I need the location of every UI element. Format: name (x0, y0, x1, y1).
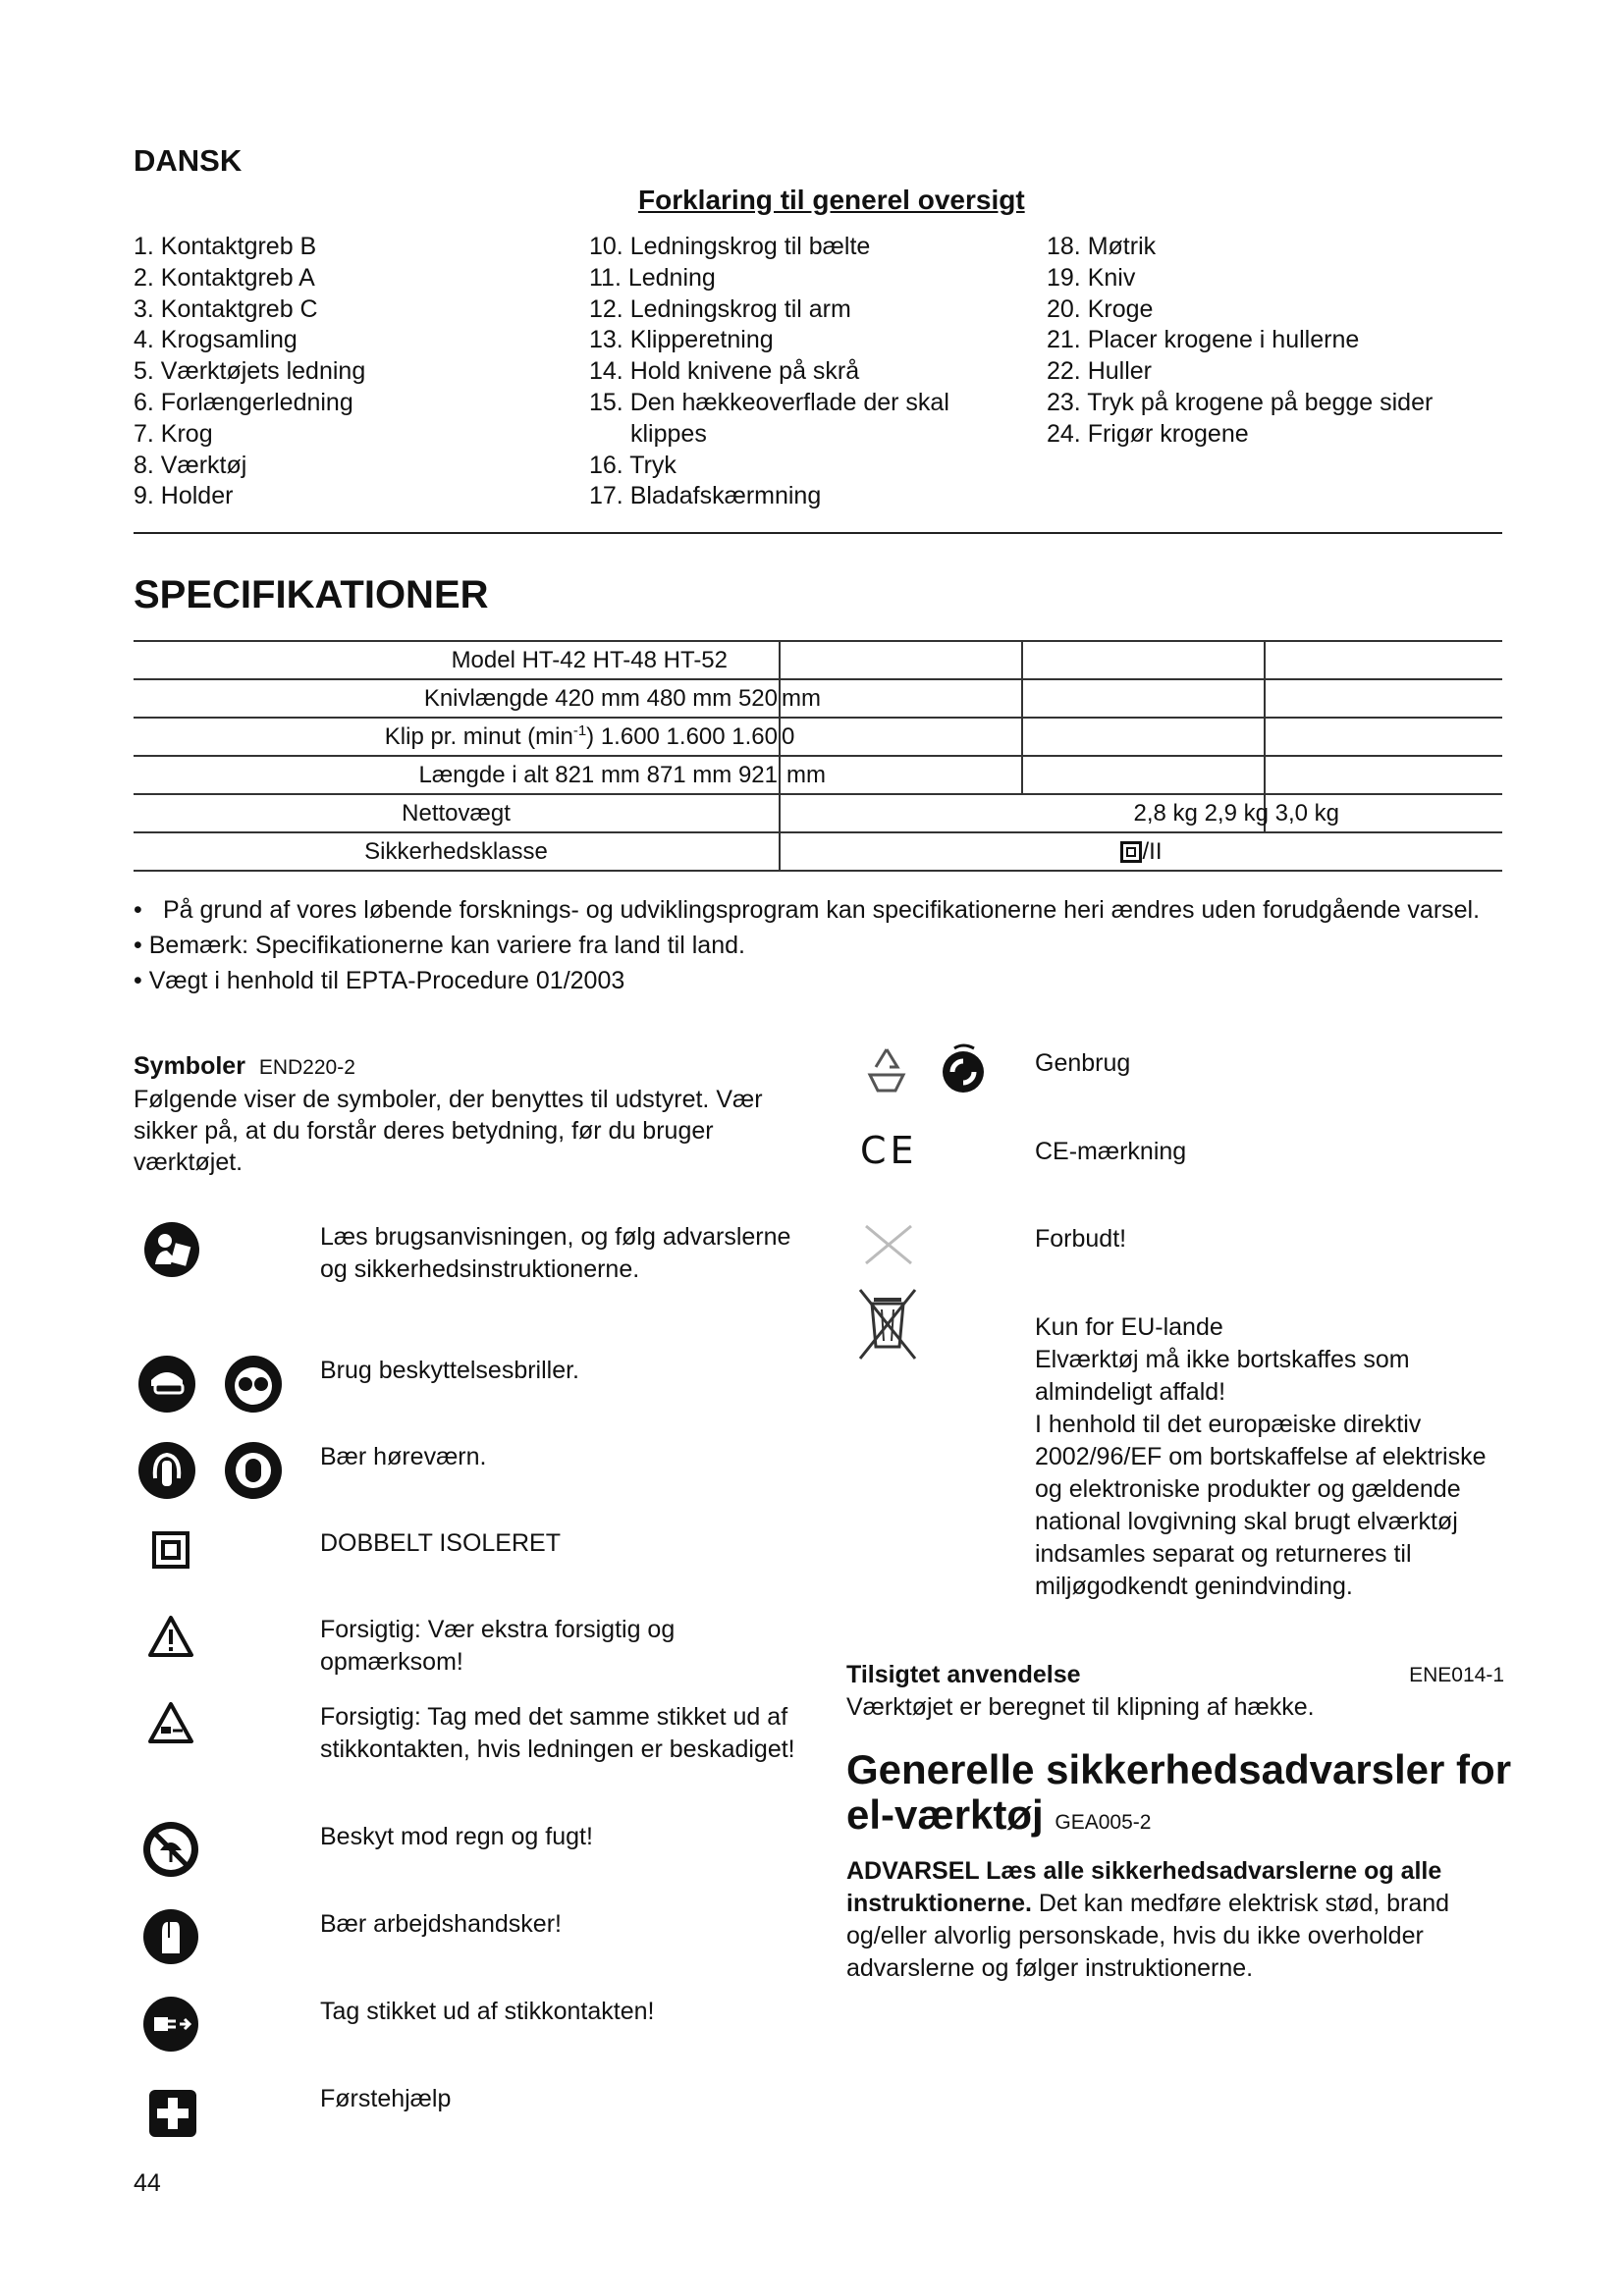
overview-col-1 (134, 232, 365, 512)
overview-item: 13. Klipperetning (589, 326, 774, 354)
note-item: • Bemærk: Specifikationerne kan variere fra land til land. (134, 932, 745, 959)
overview-item: 7. Krog (134, 419, 213, 448)
overview-item: 2. Kontaktgreb A (134, 263, 315, 292)
overview-col-2 (589, 232, 949, 512)
overview-item: 14. Hold knivene på skrå (589, 357, 860, 386)
general-safety-warning: ADVARSEL Læs alle sikkerhedsadvarslerne og alle instruktionerne. Det kan medføre elektrisk stød, brand og/eller alvorlig personskade, hvis du ikke overholder advarslerne og følger instruktionerne. (846, 1857, 1450, 1982)
symbol-description: Beskyt mod regn og fugt! (320, 1823, 593, 1850)
general-safety-code: GEA005-2 (1055, 1811, 1152, 1834)
overview-item: 23. Tryk på krogene på begge sider (1047, 388, 1434, 416)
ear-protection-icon (137, 1441, 196, 1500)
ce-mark-icon: CE (860, 1129, 918, 1172)
warning-triangle-icon (147, 1615, 194, 1658)
overview-item: 3. Kontaktgreb C (134, 294, 318, 323)
unplug-icon (142, 1996, 199, 2053)
spec-spill: mm (786, 761, 826, 788)
recycling-icon (860, 1043, 913, 1096)
overview-item: 18. Møtrik (1047, 233, 1157, 260)
section-divider (134, 532, 1502, 534)
spec-label: Længde i alt 821 mm 871 mm 921 (134, 756, 780, 794)
spec-notes (134, 893, 1508, 997)
double-insulation-icon (152, 1531, 189, 1569)
symbol-description: Tag stikket ud af stikkontakten! (320, 1998, 655, 2025)
overview-item: 9. Holder (134, 482, 234, 510)
overview-item: 15. Den hækkeoverflade der skal (589, 388, 949, 416)
note-item: • Vægt i henhold til EPTA-Procedure 01/2003 (134, 967, 625, 994)
safety-goggles-icon-2 (224, 1355, 283, 1414)
spec-label-minute: Klip pr. minut $(\min^{-1})$ 1.600 1.600 1.60 (134, 718, 780, 756)
safety-goggles-icon (137, 1355, 196, 1414)
ear-protection-icon-2 (224, 1441, 283, 1500)
page-number: 44 (134, 2169, 161, 2197)
overview-item: 6. Forlængerledning (134, 388, 353, 416)
overview-item: 21. Placer krogene i hullerne (1047, 326, 1360, 354)
language-heading: DANSK (134, 143, 243, 178)
symbol-description: Forbudt! (1035, 1225, 1127, 1253)
work-gloves-icon (142, 1908, 199, 1965)
symbols-intro: Følgende viser de symboler, der benyttes til udstyret. Vær sikker på, at du forstår deres betydning, før du bruger værktøjet. (134, 1086, 763, 1176)
overview-item: 5. Værktøjets ledning (134, 357, 366, 386)
forbidden-icon (862, 1222, 915, 1267)
symbols-section-head (134, 1050, 782, 1178)
first-aid-icon (149, 2090, 196, 2137)
safety-class-value: /II (1142, 837, 1163, 865)
spec-label: Sikkerhedsklasse (134, 832, 780, 871)
symbols-title: Symboler (134, 1052, 245, 1080)
intended-use-code: ENE014-1 (1409, 1664, 1504, 1686)
spec-table (134, 640, 1502, 872)
symbol-description: Bær høreværn. (320, 1443, 487, 1470)
spec-row (134, 641, 1502, 679)
read-manual-icon (143, 1221, 200, 1278)
overview-item: 12. Ledningskrog til arm (589, 294, 851, 323)
symbol-description: CE-mærkning (1035, 1138, 1187, 1165)
overview-item: 1. Kontaktgreb B (134, 233, 317, 260)
intended-use-title: Tilsigtet anvendelse (846, 1661, 1081, 1688)
spec-spill: 0 (782, 722, 795, 750)
overview-item: 20. Kroge (1047, 294, 1154, 323)
overview-item: 19. Kniv (1047, 263, 1136, 292)
symbol-description: Bær arbejdshandsker! (320, 1910, 562, 1938)
spec-row (134, 756, 1502, 794)
double-insulation-icon (1120, 841, 1142, 863)
symbol-description: Brug beskyttelsesbriller. (320, 1357, 580, 1384)
specs-title: SPECIFIKATIONER (134, 573, 489, 616)
note-item: • På grund af vores løbende forsknings- og udviklingsprogram kan specifikationerne heri ændres uden forudgående varsel. (134, 896, 1481, 924)
general-safety-heading: Generelle sikkerhedsadvarsler for el-værktøj GEA005-2 (846, 1746, 1512, 1838)
overview-item: 10. Ledningskrog til bælte (589, 233, 871, 260)
unplug-warning-icon (147, 1701, 194, 1744)
symbol-description: Genbrug (1035, 1049, 1131, 1077)
spec-row (134, 794, 1502, 832)
spec-row (134, 679, 1502, 718)
symbol-description: Førstehjælp (320, 2085, 452, 2112)
symbol-description: Forsigtig: Tag med det samme stikket ud af stikkontakten, hvis ledningen er beskadiget! (320, 1703, 795, 1763)
spec-spill: mm (782, 684, 821, 712)
symbol-description: Kun for EU-lande Elværktøj må ikke bortskaffes som almindeligt affald! I henhold til det europæiske direktiv 2002/96/EF om bortskaffelse af elektriske og elektroniske produkter og gældende national lovgivning skal brugt elværktøj indsamles separat og returneres til miljøgodkendt genindvinding. (1035, 1313, 1487, 1600)
intended-use-text: Værktøjet er beregnet til klipning af hække. (846, 1693, 1315, 1721)
rain-protection-icon (142, 1821, 199, 1878)
overview-item: 22. Huller (1047, 357, 1152, 386)
overview-col-3 (1047, 232, 1433, 451)
spec-label: Nettovægt (134, 794, 780, 832)
spec-label: Model HT-42 HT-48 HT-52 (134, 641, 780, 679)
symbol-description: Forsigtig: Vær ekstra forsigtig og opmærksom! (320, 1616, 676, 1676)
spec-label: Knivlængde 420 mm 480 mm 520 (134, 679, 780, 718)
symbol-description: DOBBELT ISOLERET (320, 1529, 561, 1557)
spec-row (134, 718, 1502, 756)
intended-use-section (846, 1659, 1504, 1724)
overview-item: 11. Ledning (589, 263, 716, 292)
symbol-description: Læs brugsanvisningen, og følg advarslerne og sikkerhedsinstruktionerne. (320, 1223, 791, 1283)
overview-item: 17. Bladafskærmning (589, 482, 822, 510)
overview-item: 16. Tryk (589, 451, 677, 479)
green-dot-icon (935, 1041, 992, 1097)
weee-bin-icon (854, 1286, 921, 1362)
symbols-code: END220-2 (258, 1056, 355, 1079)
overview-item: 24. Frigør krogene (1047, 419, 1249, 448)
overview-item: 4. Krogsamling (134, 326, 298, 354)
spec-weight-value: 2,8 kg 2,9 kg 3,0 kg (1133, 799, 1339, 827)
spec-row (134, 832, 1502, 871)
overview-item: klippes (630, 419, 707, 448)
overview-title: Forklaring til generel oversigt (638, 185, 1025, 215)
overview-item: 8. Værktøj (134, 451, 247, 479)
